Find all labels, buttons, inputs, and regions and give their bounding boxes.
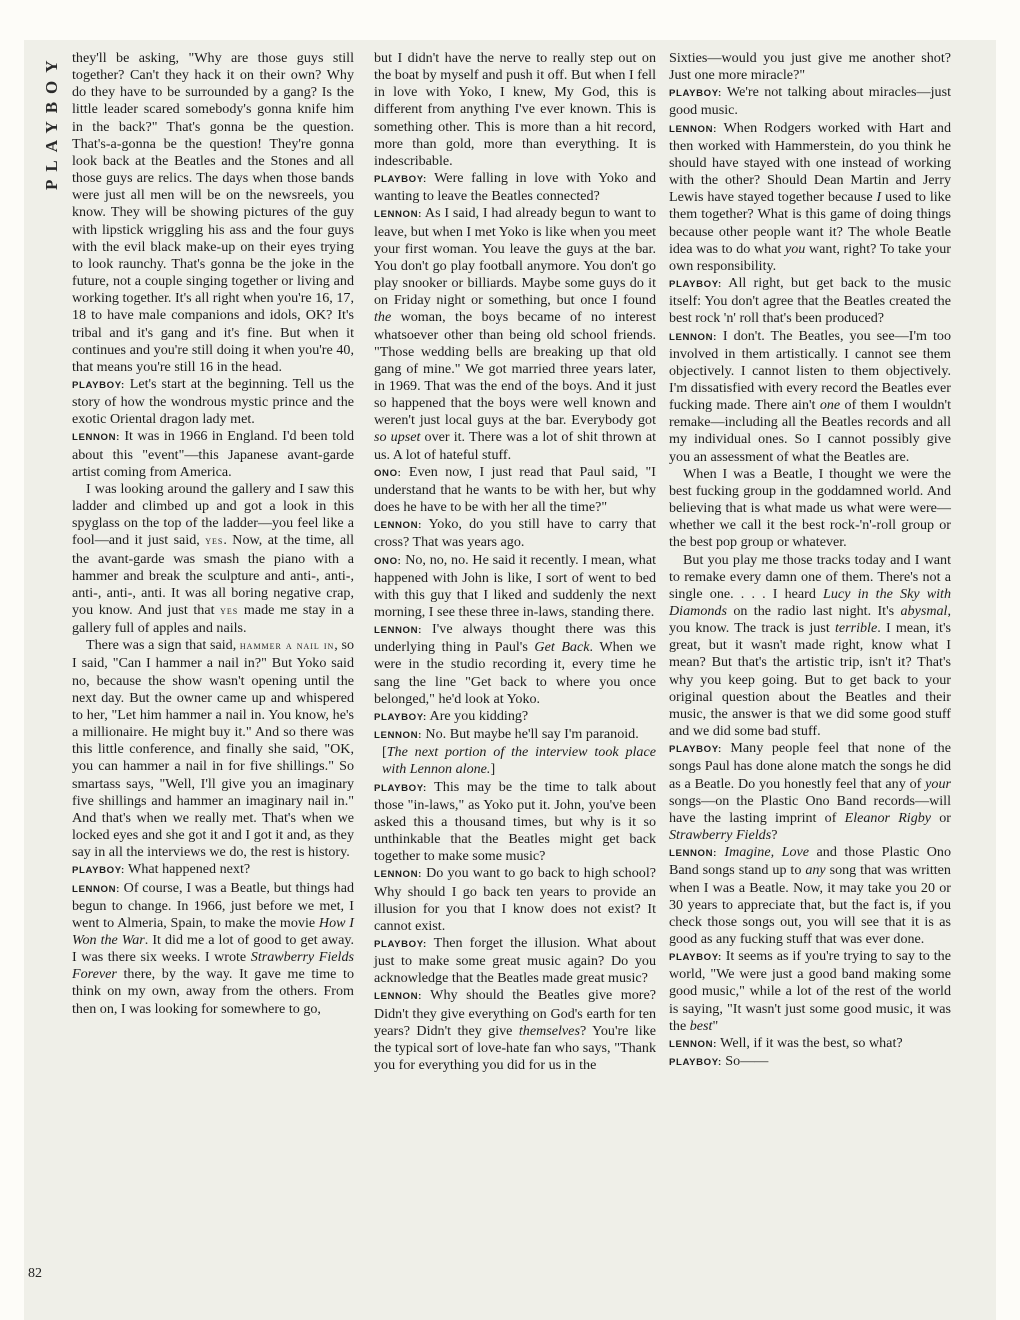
paragraph-text: . It did me a lot of good to get away. I was there six weeks. I wrote bbox=[72, 931, 354, 966]
paragraph-text: Were falling in love with Yoko and wanting to leave the Beatles connected? bbox=[374, 170, 656, 205]
paragraph bbox=[669, 552, 951, 741]
italic-text: you bbox=[784, 240, 806, 257]
italic-text: abysmal bbox=[900, 603, 948, 619]
paragraph bbox=[669, 50, 951, 84]
speaker-label: LENNON: bbox=[374, 520, 422, 532]
paragraph bbox=[72, 376, 354, 428]
paragraph-text: , so I said, "Can I hammer a nail in?" But Yoko said no, because the show wasn't opening until the next day. But the owner came up and whispered to her, "Let him hammer a nail in. You know, he's a millionaire. He might buy it." And so there was this little conference, and finally she said, "OK, you can hammer a nail in for five shillings." So smartass says, "Well, I'll give you an imaginary five shillings and hammer an imaginary nail in." And that's when we really met. That's when we locked eyes and she got it and I got it and, as they say in all the interviews we do, the rest is history. bbox=[72, 637, 355, 861]
italic-text: Imagine, Love bbox=[724, 844, 810, 861]
speaker-label: PLAYBOY: bbox=[374, 782, 427, 794]
paragraph-text: of them I wouldn't remake—including all the Beatles records and all my individual ones. So I cannot possibly give you an assessment of what the Beatles are. bbox=[669, 397, 951, 465]
italic-text: I bbox=[876, 189, 882, 206]
text-column-right bbox=[669, 50, 951, 1071]
paragraph-text: used to like them together? What is this game of doing things because other people want it? The whole Beatle idea was to do what bbox=[669, 189, 951, 257]
paragraph-text: But you play me those tracks today and I want to remake every damn one of them. There's not a single one. . . . I heard bbox=[669, 551, 951, 602]
paragraph-text: woman, the boys became of no interest whatsoever other than being old school friends. "Those wedding bells are breaking up that old gang of mine." We got married three years later, in 1969. That was the end of the boys. And it just so happened that the boys were well known and weren't just local guys at the bar. Everybody got bbox=[374, 309, 656, 429]
paragraph bbox=[72, 428, 354, 480]
speaker-label: PLAYBOY: bbox=[669, 744, 722, 756]
paragraph-text: [ bbox=[382, 744, 387, 761]
speaker-label: LENNON: bbox=[374, 869, 422, 881]
speaker-label: PLAYBOY: bbox=[374, 938, 427, 950]
paragraph-text: ? You're like the typical sort of love-hate fan who says, "Thank you for everything you did for us in the bbox=[374, 1022, 657, 1074]
paragraph bbox=[374, 464, 656, 516]
magazine-page bbox=[24, 40, 996, 1320]
paragraph-text: When I was a Beatle, I thought we were the best fucking group in the goddamned world. And believing that is what made us what were were—whether we call it the best rock-'n'-roll group or the best pop group or whatever. bbox=[669, 465, 951, 551]
italic-text: Eleanor Rigby bbox=[844, 809, 932, 826]
paragraph-text: Do you want to go back to high school? Why should I go back ten years to provide an illusion for you that I know does not exist? It cannot exist. bbox=[374, 865, 656, 934]
speaker-label: LENNON: bbox=[669, 331, 717, 343]
paragraph bbox=[72, 481, 354, 637]
paragraph-text: I've always thought there was this underlying thing in Paul's bbox=[374, 621, 656, 656]
paragraph-text: song that was written when I was a Beatle. Now, it may take you 20 or 30 years to appreciate that, but the fact is, if you check those songs out, you will see that it is as good as any fucking stuff that was ever done. bbox=[669, 862, 951, 947]
paragraph bbox=[374, 50, 656, 170]
paragraph-text: ? bbox=[771, 827, 778, 844]
paragraph bbox=[374, 708, 656, 726]
paragraph bbox=[669, 84, 951, 119]
speaker-label: PLAYBOY: bbox=[72, 865, 125, 877]
speaker-label: ONO: bbox=[374, 555, 402, 567]
paragraph bbox=[374, 205, 656, 463]
italic-text: any bbox=[805, 862, 826, 879]
speaker-label: PLAYBOY: bbox=[669, 1057, 722, 1069]
paragraph bbox=[669, 328, 951, 466]
speaker-label: LENNON: bbox=[669, 123, 717, 135]
italic-text: Lucy in the Sky with Diamonds bbox=[669, 585, 951, 619]
speaker-label: LENNON: bbox=[374, 991, 422, 1003]
paragraph bbox=[669, 120, 951, 275]
italic-text: one bbox=[819, 397, 841, 414]
paragraph-text: they'll be asking, "Why are those guys still together? Can't they hack it on their own? Why do they have to be surrounded by a gang? Is the little leader scared somebody's gonna knife him in the back?" That's gonna be the question. That's-a-gonna be the question! They're gonna look back at the Beatles and the Stones and all those guys are relics. The days when those bands were just all men will be on the newsreels, you know. They will be showing pictures of the guy with lipstick wriggling his ass and the four guys with the evil black make-up on their eyes trying to look raunchy. That's gonna be the joke in the future, not a couple singing together or living and working together. It's all right when you're 16, 17, 18 to have male companions and idols, OK? It's tribal and it's gang and it's fine. But when it continues and you're still doing it when you're 40, that means you're still 16 in the head. bbox=[72, 50, 354, 375]
paragraph-text: When Rodgers worked with Hart and then worked with Hammerstein, do you think he should have stayed with one instead of working with the other? Should Dean Martin and Jerry Lewis have stayed together because bbox=[669, 119, 951, 206]
paragraph-text: ] bbox=[490, 761, 496, 778]
paragraph-text: . When we were in the studio recording it, every time he sang the line "Get back to where you once belonged," he'd look at Yoko. bbox=[374, 639, 656, 707]
paragraph-text: This may be the time to talk about those "in-laws," as Yoko put it. John, you've been asked this a thousand times, but why is it so unthinkable that the Beatles might get back together to make some music? bbox=[374, 778, 656, 865]
paragraph-text: Well, if it was the best, so what? bbox=[716, 1034, 903, 1051]
paragraph-text: there, by the way. It gave me time to think on my own, away from the others. From then on, I was looking for somewhere to go, bbox=[72, 966, 354, 1017]
paragraph bbox=[669, 275, 951, 327]
italic-text: Strawberry Fields Forever bbox=[72, 949, 354, 983]
paragraph-text: What happened next? bbox=[124, 861, 251, 878]
paragraph-text: or bbox=[931, 809, 951, 826]
paragraph bbox=[374, 726, 656, 744]
paragraph bbox=[374, 935, 656, 987]
paragraph-text: I was looking around the gallery and I saw this ladder and climbed up and got a look in this spyglass on the top of the ladder—you feel like a fool—and it just said, bbox=[72, 480, 354, 549]
paragraph-text: songs—on the Plastic Ono Band records—will have the lasting imprint of bbox=[669, 792, 951, 826]
paragraph-text: There was a sign that said, bbox=[86, 637, 240, 654]
paragraph bbox=[72, 861, 354, 879]
paragraph bbox=[669, 1053, 951, 1071]
paragraph bbox=[374, 865, 656, 935]
paragraph-text: , you know. The track is just bbox=[669, 603, 951, 637]
speaker-label: LENNON: bbox=[72, 432, 120, 444]
paragraph-text: No. But maybe he'll say I'm paranoid. bbox=[421, 726, 639, 743]
speaker-label: PLAYBOY: bbox=[72, 379, 125, 391]
paragraph-text: on the radio last night. It's bbox=[726, 603, 901, 619]
paragraph-text: So—— bbox=[721, 1053, 769, 1070]
paragraph-text: . Now, at the time, all the avant-garde was smash the piano with a hammer and break the sculpture and anti-, anti-, anti-, anti-, anti. It was all boring negative crap, you know. And just that bbox=[72, 532, 354, 618]
speaker-label: PLAYBOY: bbox=[374, 174, 427, 186]
paragraph-text: over it. There was a lot of shit thrown at us. A lot of hateful stuff. bbox=[374, 429, 656, 463]
italic-text: themselves bbox=[518, 1022, 580, 1039]
small-caps-text: yes bbox=[205, 535, 224, 548]
speaker-label: LENNON: bbox=[374, 730, 422, 742]
paragraph bbox=[374, 552, 656, 622]
paragraph bbox=[72, 880, 354, 1018]
speaker-label: ONO: bbox=[374, 467, 402, 479]
italic-text: Strawberry Fields bbox=[669, 827, 772, 844]
speaker-label: PLAYBOY: bbox=[669, 88, 722, 100]
paragraph-text: made me stay in a gallery full of apples and nails. bbox=[72, 602, 354, 637]
speaker-label: LENNON: bbox=[374, 625, 422, 637]
small-caps-text: hammer a nail in bbox=[239, 640, 335, 653]
paragraph bbox=[374, 516, 656, 551]
paragraph-text: Are you kidding? bbox=[426, 707, 529, 724]
paragraph bbox=[669, 466, 951, 552]
speaker-label: LENNON: bbox=[374, 209, 422, 221]
paragraph-text: Then forget the illusion. What about just to make some great music again? Do you acknowledge that the Beatles made great music? bbox=[374, 934, 656, 987]
speaker-label: LENNON: bbox=[669, 848, 717, 860]
paragraph bbox=[72, 637, 354, 861]
italic-text: Get Back bbox=[534, 639, 590, 656]
paragraph-text: No, no, no. He said it recently. I mean, what happened with John is like, I sort of went to bed with this guy that I liked and suddenly the next morning, I see these three in-laws, standing there. bbox=[374, 551, 656, 620]
italic-text: terrible bbox=[834, 620, 878, 637]
paragraph-text: Even now, I just read that Paul said, "I understand that he wants to be with her, but why does he have to be with her all the time?" bbox=[374, 463, 656, 516]
paragraph bbox=[374, 987, 656, 1074]
speaker-label: PLAYBOY: bbox=[374, 711, 427, 723]
paragraph-text: Many people feel that none of the songs Paul has done alone match the songs he did as a Beatle. Do you honestly feel that any of bbox=[669, 740, 951, 792]
italic-text: How I Won the War bbox=[72, 914, 355, 948]
paragraph-text: As I said, I had already begun to want to leave, but when I met Yoko is like when you meet your first woman. You leave the guys at the bar. You don't go play football anymore. You don't go play snooker or billiards. Maybe some guys do it on Friday night or something, but once I found bbox=[374, 205, 656, 309]
paragraph-text: It was in 1966 in England. I'd been told about this "event"—this Japanese avant-garde artist coming from America. bbox=[72, 428, 354, 480]
speaker-label: LENNON: bbox=[669, 1038, 717, 1050]
paragraph bbox=[669, 740, 951, 844]
speaker-label: PLAYBOY: bbox=[669, 279, 722, 291]
paragraph-text: Of course, I was a Beatle, but things had begun to change. In 1966, just before we met, I went to Almeria, Spain, to make the movie bbox=[72, 879, 354, 931]
paragraph-text: All right, but get back to the music itself: You don't agree that the Beatles created the best rock 'n' roll that's been produced? bbox=[669, 275, 951, 327]
paragraph-text: Why should the Beatles give more? Didn't they give everything on God's earth for ten years? Didn't they give bbox=[374, 987, 656, 1039]
paragraph-text: It seems as if you're trying to say to the world, "We were just a good band making some good music," while a lot of the rest of the world is saying, "It wasn't just some good music, it was the bbox=[669, 948, 951, 1034]
italic-text: the bbox=[374, 309, 392, 326]
paragraph bbox=[374, 170, 656, 205]
small-caps-text: yes bbox=[220, 605, 239, 617]
paragraph-text: Sixties—would you just give me another shot? Just one more miracle?" bbox=[669, 50, 951, 84]
speaker-label: PLAYBOY: bbox=[669, 952, 722, 964]
italic-text: best bbox=[689, 1017, 713, 1034]
italic-text: so upset bbox=[374, 429, 421, 446]
page-number: 82 bbox=[28, 1266, 42, 1281]
paragraph-text: and those Plastic Ono Band songs stand up to bbox=[669, 844, 951, 879]
italic-text: your bbox=[925, 775, 951, 792]
text-column-middle bbox=[374, 50, 656, 1074]
italic-text: The next portion of the interview took place with Lennon alone. bbox=[382, 744, 656, 778]
paragraph bbox=[669, 844, 951, 948]
paragraph-text: Yoko, do you still have to carry that cross? That was years ago. bbox=[374, 516, 656, 551]
magazine-folio: PLAYBOY bbox=[42, 52, 61, 190]
paragraph bbox=[669, 1035, 951, 1053]
paragraph-text: . I mean, it's great, but it wasn't made right, know what I mean? But that's the artistic trip, isn't it? That's why you keep going. But to get back to your original question about the Beatles and their music, the answer is that we did some good stuff and we did some bad stuff. bbox=[669, 620, 951, 740]
text-column-left bbox=[72, 50, 354, 1018]
paragraph-text: We're not talking about miracles—just good music. bbox=[669, 84, 951, 119]
speaker-label: LENNON: bbox=[72, 883, 120, 895]
paragraph bbox=[669, 948, 951, 1035]
paragraph-text: but I didn't have the nerve to really step out on the boat by myself and push it off. But when I fell in love with Yoko, I knew, My God, this is different from anything I've ever known. This is something other. This is more than a hit record, more than gold, more than everything. It is indescribable. bbox=[374, 50, 656, 169]
paragraph-text: I don't. The Beatles, you see—I'm too involved in them artistically. I cannot see them objectively. I cannot listen to them objectively. I'm dissatisfied with every record the Beatles ever fucking made. There ain't bbox=[669, 327, 951, 414]
paragraph bbox=[374, 744, 656, 778]
paragraph-text: Let's start at the beginning. Tell us the story of how the wondrous mystic prince and the exotic Oriental dragon lady met. bbox=[72, 375, 354, 428]
paragraph-text: " bbox=[712, 1017, 719, 1034]
paragraph bbox=[374, 779, 656, 866]
paragraph-text: want, right? To take your own responsibility. bbox=[669, 240, 951, 274]
paragraph bbox=[374, 621, 656, 708]
paragraph bbox=[72, 50, 354, 376]
